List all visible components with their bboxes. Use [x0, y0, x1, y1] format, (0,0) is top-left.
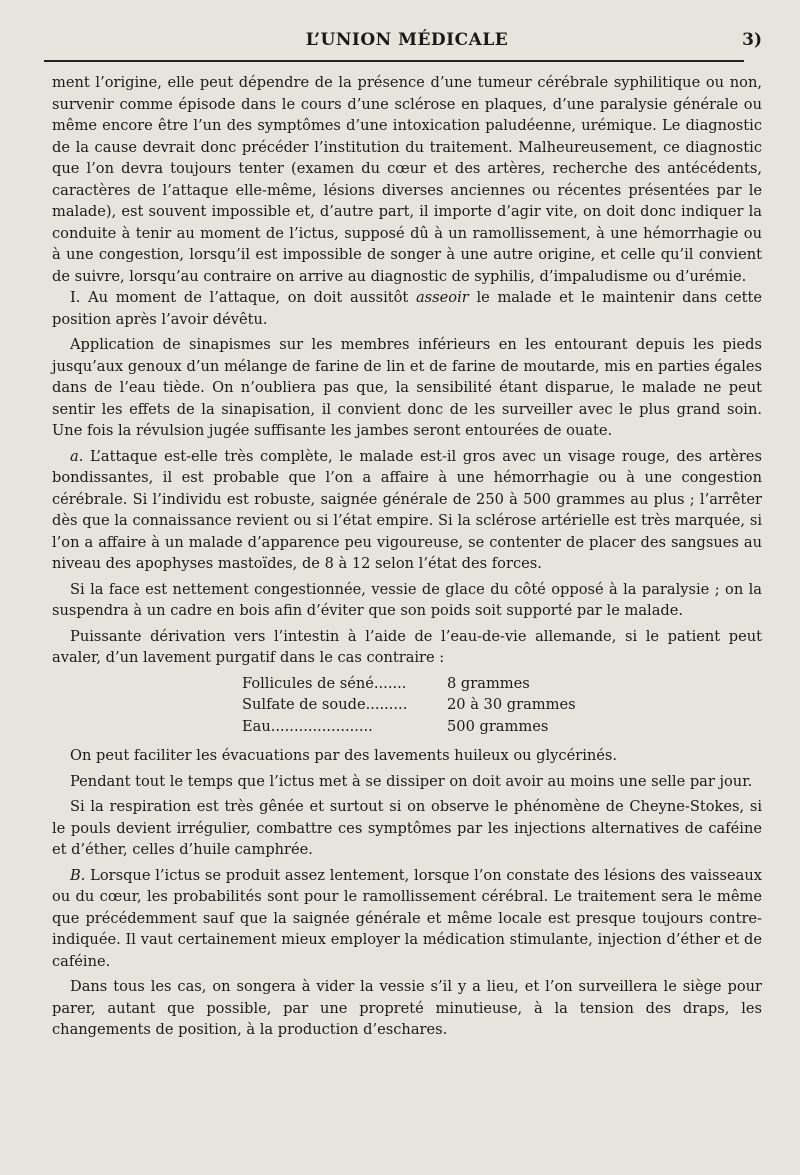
paragraph-respiration: Si la respiration est très gênée et surtout si on observe le phénomène de Cheyne-Stokes, si le pouls devient irrégulier, combattre ces symptômes par les injections alternatives de caféine et d’éther, celles d’huile camphrée. [52, 798, 762, 858]
paragraph-text: le malade et le maintenir dans cette position après l’avoir dévêtu. [52, 289, 762, 328]
emphasis-asseoir: asseoir [415, 289, 469, 306]
formula-ingredient: Eau...................... [242, 717, 373, 735]
section-marker-b: B. [70, 866, 86, 884]
page-header [52, 22, 762, 54]
formula-dose: 20 à 30 grammes [447, 696, 576, 713]
header-rule [44, 60, 744, 62]
paragraph-continuation: ment l’origine, elle peut dépendre de la présence d’une tumeur cérébrale syphilitique ou non, survenir comme épisode dans le cours d’une sclérose en plaques, d’une paralysie générale ou même encore être l’un des symptômes d’une intoxication paludéenne, urémique. Le diagnostic de la cause devrait donc précéder l’institution du traitement. Malheureusement, ce diagnostic que l’on devra toujours tenter (examen du cœur et des artères, recherche des antécédents, caractères de l’attaque elle-même, lésions diverses anciennes ou récentes présentées par le malade), est souvent impossible et, d’autre part, il importe d’agir vite, on doit donc indiquer la conduite à tenir au moment de l’ictus, supposé dû à un ramollissement, à une hémorrhagie ou à une congestion, lorsqu’il est impossible de songer à une autre origine, et celle qu’il convient de suivre, lorsqu’au contraire on arrive au diagnostic de syphilis, d’impaludisme ou d’urémie. [52, 74, 762, 285]
paragraph-sinapismes: Application de sinapismes sur les membres inférieurs en les entourant depuis les pieds jusqu’aux genoux d’un mélange de farine de lin et de farine de moutarde, mis en parties égales dans de l’eau tiède. On n’oubliera pas que, la sensibilité étant disparue, le malade ne peut sentir les effets de la sinapisation, il convient donc de les surveiller avec le plus grand soin. Une fois la révulsion jugée suffisante les jambes seront entourées de ouate. [52, 336, 762, 439]
paragraph-text: L’attaque est-elle très complète, le malade est-il gros avec un visage rouge, des artères bondissantes, il est probable que l’on a affaire à une hémorrhagie ou à une congestion cérébrale. Si l’individu est robuste, saignée générale de 250 à 500 grammes au plus ; l’arrêter dès que la connaissance revient ou si l’état empire. Si la sclérose artérielle est très marquée, si l’on a affaire à un malade d’apparence peu vigoureuse, se contenter de placer des sangsues au niveau des apophyses mastoïdes, de 8 à 12 selon l’état des forces. [52, 447, 762, 572]
paragraph-derivation: Puissante dérivation vers l’intestin à l’aide de l’eau-de-vie allemande, si le patient peut avaler, d’un lavement purgatif dans le cas contraire : [52, 627, 762, 666]
formula-row [242, 673, 762, 695]
page-number: 3) [742, 30, 762, 50]
formula-dose: 500 grammes [447, 717, 549, 735]
formula-ingredient: Follicules de séné....... [242, 674, 407, 692]
running-title: L’UNION MÉDICALE [305, 30, 509, 50]
paragraph-text: I. Au moment de l’attaque, on doit aussitôt [70, 289, 416, 306]
section-marker-a: a. [70, 447, 84, 465]
article-body [52, 72, 762, 1041]
paragraph-face-congestion: Si la face est nettement congestionnée, vessie de glace du côté opposé à la paralysie ; on la suspendra à un cadre en bois afin d’éviter que son poids soit supporté par le malade. [52, 580, 762, 619]
paragraph-case-b [52, 865, 762, 973]
formula-dose: 8 grammes [447, 674, 530, 692]
paragraph-selle: Pendant tout le temps que l’ictus met à se dissiper on doit avoir au moins une selle par jour. [70, 772, 753, 790]
paragraph-attack-position [52, 287, 762, 330]
formula-ingredient: Sulfate de soude......... [242, 696, 408, 713]
formula-row [242, 694, 762, 716]
paragraph-text: Lorsque l’ictus se produit assez lentement, lorsque l’on constate des lésions des vaisseaux ou du cœur, les probabilités sont pour le ramollissement cérébral. Le traitement sera le même que précédemment sauf que la saignée générale et même locale est presque toujours contre-indiquée. Il vaut certainement mieux employer la médication stimulante, injection d’éther et de caféine. [52, 866, 762, 970]
prescription-formula [242, 673, 762, 738]
paragraph-evacuations: On peut faciliter les évacuations par des lavements huileux ou glycérinés. [70, 747, 618, 764]
paragraph-case-a [52, 446, 762, 575]
paragraph-all-cases: Dans tous les cas, on songera à vider la vessie s’il y a lieu, et l’on surveillera le siège pour parer, autant que possible, par une propreté minutieuse, à la tension des draps, les changements de position, à la production d’eschares. [52, 978, 762, 1038]
formula-row [242, 716, 762, 738]
